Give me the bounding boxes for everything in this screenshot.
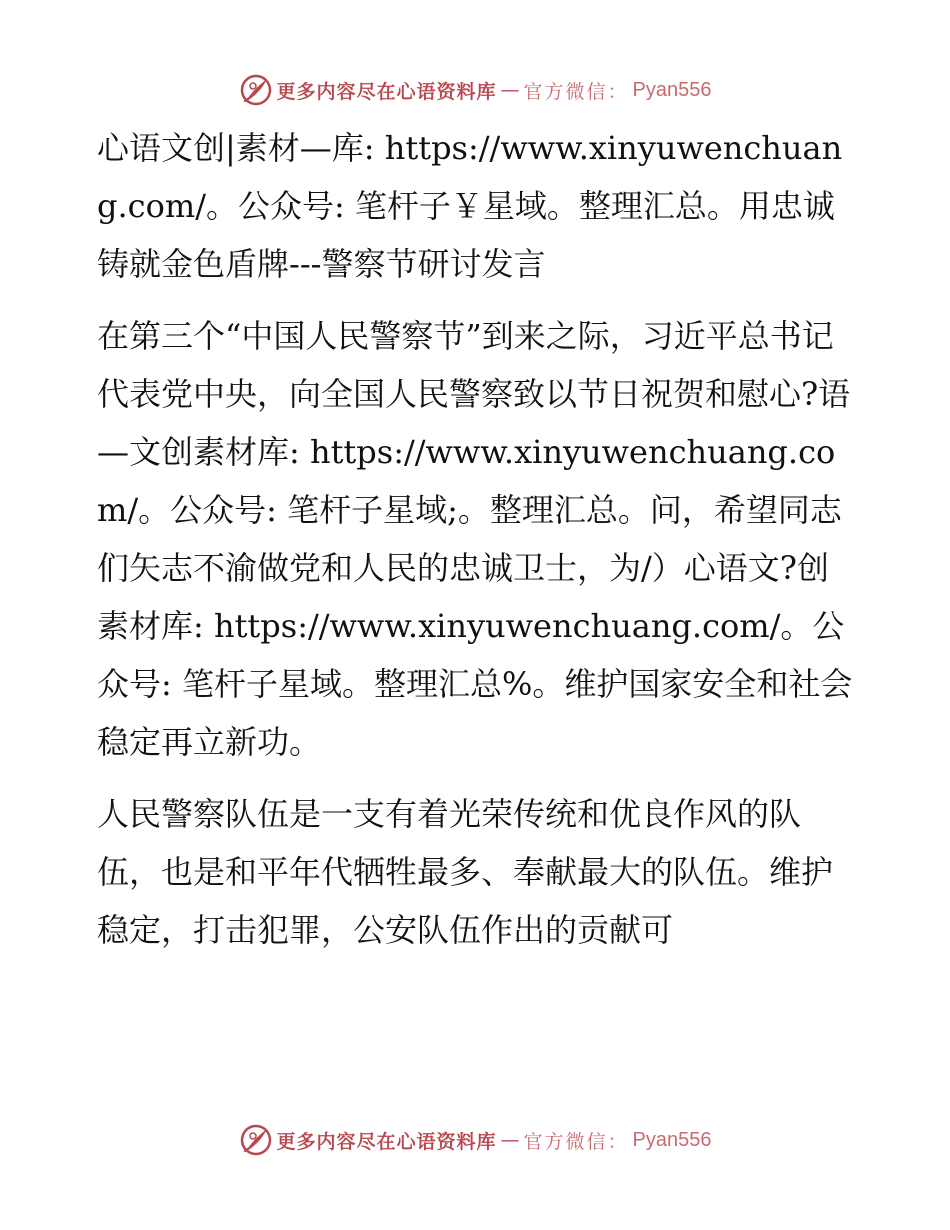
header-banner-text: 更多内容尽在心语资料库 (276, 80, 497, 103)
footer-banner (0, 1120, 950, 1160)
footer-banner-content (239, 1123, 712, 1157)
footer-banner-wechat-id: Pyan556 (632, 1128, 712, 1151)
header-banner-wechat-id: Pyan556 (632, 78, 712, 101)
header-banner (0, 70, 950, 110)
quill-logo-icon (239, 73, 273, 107)
paragraph-3: 人民警察队伍是一支有着光荣传统和优良作风的队伍，也是和平年代牺牲最多、奉献最大的队伍。维护稳定，打击犯罪，公安队伍作出的贡献可 (97, 795, 834, 949)
footer-banner-dash: — (500, 1129, 520, 1151)
paragraph-1: 心语文创|素材—库: https://www.xinyuwenchuang.com/。公众号: 笔杆子￥星域。整理汇总。用忠诚铸就金色盾牌---警察节研讨发言 (97, 129, 843, 283)
header-banner-dash: — (500, 79, 520, 101)
footer-banner-wechat-label: 官方微信： (523, 1130, 629, 1153)
paragraph-2: 在第三个“中国人民警察节”到来之际，习近平总书记代表党中央，向全国人民警察致以节日祝贺和慰心?语—文创素材库: https://www.xinyuwenchuang.com/。公众号: 笔杆子星域;。整理汇总。问，希望同志们矢志不渝做党和人民的忠诚卫士，为/）心语文?创素材库: https://www.xinyuwenchuang.com/。公众号: 笔杆子星域。整理汇总%。维护国家安全和社会稳定再立新功。 (97, 317, 853, 761)
header-banner-wechat-label: 官方微信： (523, 80, 629, 103)
header-banner-content (239, 73, 712, 107)
document-body (97, 119, 857, 973)
footer-banner-text: 更多内容尽在心语资料库 (276, 1130, 497, 1153)
quill-logo-icon (239, 1123, 273, 1157)
